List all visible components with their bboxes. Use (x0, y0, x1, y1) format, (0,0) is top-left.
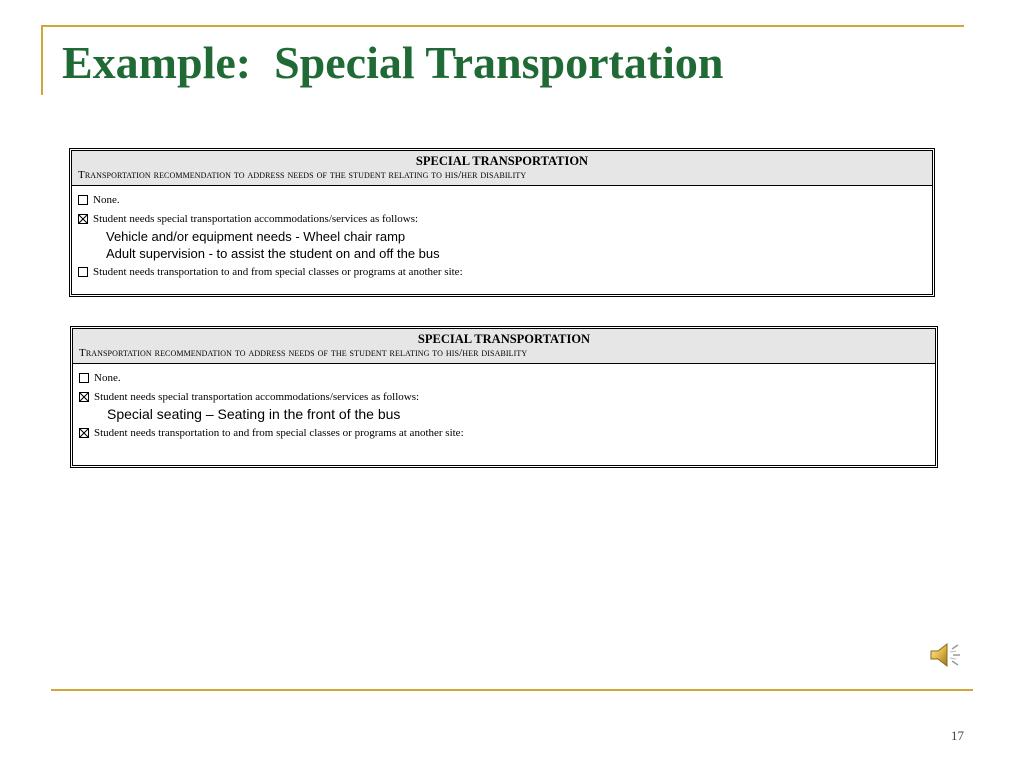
checkbox-icon[interactable] (78, 214, 88, 224)
option-label: Student needs transportation to and from special classes or programs at another site: (93, 265, 463, 278)
speaker-icon[interactable] (928, 640, 964, 670)
check-x-icon (80, 429, 88, 437)
checkbox-icon[interactable] (78, 267, 88, 277)
option-label: Student needs special transportation accommodations/services as follows: (93, 212, 419, 225)
check-x-icon (80, 393, 88, 401)
form-header (73, 329, 935, 364)
checkbox-icon[interactable] (78, 195, 88, 205)
checkbox-icon[interactable] (79, 428, 89, 438)
frame-top-rule (41, 25, 964, 27)
option-special-accommodations (79, 387, 929, 406)
frame-bottom-rule (51, 689, 973, 691)
option-label: None. (93, 193, 120, 206)
page-number: 17 (951, 728, 964, 743)
option-other-site (79, 423, 929, 442)
option-label: None. (94, 371, 121, 384)
form-subtitle: Transportation recommendation to address needs of the student relating to his/her disability (78, 169, 527, 181)
accommodation-detail: Special seating – Seating in the front of the bus (107, 406, 401, 422)
option-special-accommodations (78, 209, 926, 228)
checkbox-icon[interactable] (79, 392, 89, 402)
form-title: SPECIAL TRANSPORTATION (417, 332, 591, 346)
option-none (78, 190, 926, 209)
form-body (72, 186, 932, 281)
special-transportation-form-1 (69, 148, 935, 297)
option-other-site (78, 262, 926, 281)
slide-title: Example: Special Transportation (62, 37, 724, 88)
form-header (72, 151, 932, 186)
accommodation-detail: Vehicle and/or equipment needs - Wheel chair ramp (106, 229, 406, 244)
form-subtitle: Transportation recommendation to address needs of the student relating to his/her disability (79, 347, 528, 359)
check-x-icon (79, 215, 87, 223)
special-transportation-form-2 (70, 326, 938, 468)
checkbox-icon[interactable] (79, 373, 89, 383)
option-label: Student needs transportation to and from special classes or programs at another site: (94, 426, 464, 439)
form-body (73, 364, 935, 442)
option-none (79, 368, 929, 387)
accommodation-detail: Adult supervision - to assist the student on and off the bus (106, 246, 440, 261)
frame-left-rule (41, 25, 43, 95)
option-label: Student needs special transportation accommodations/services as follows: (94, 390, 420, 403)
form-title: SPECIAL TRANSPORTATION (415, 154, 589, 168)
